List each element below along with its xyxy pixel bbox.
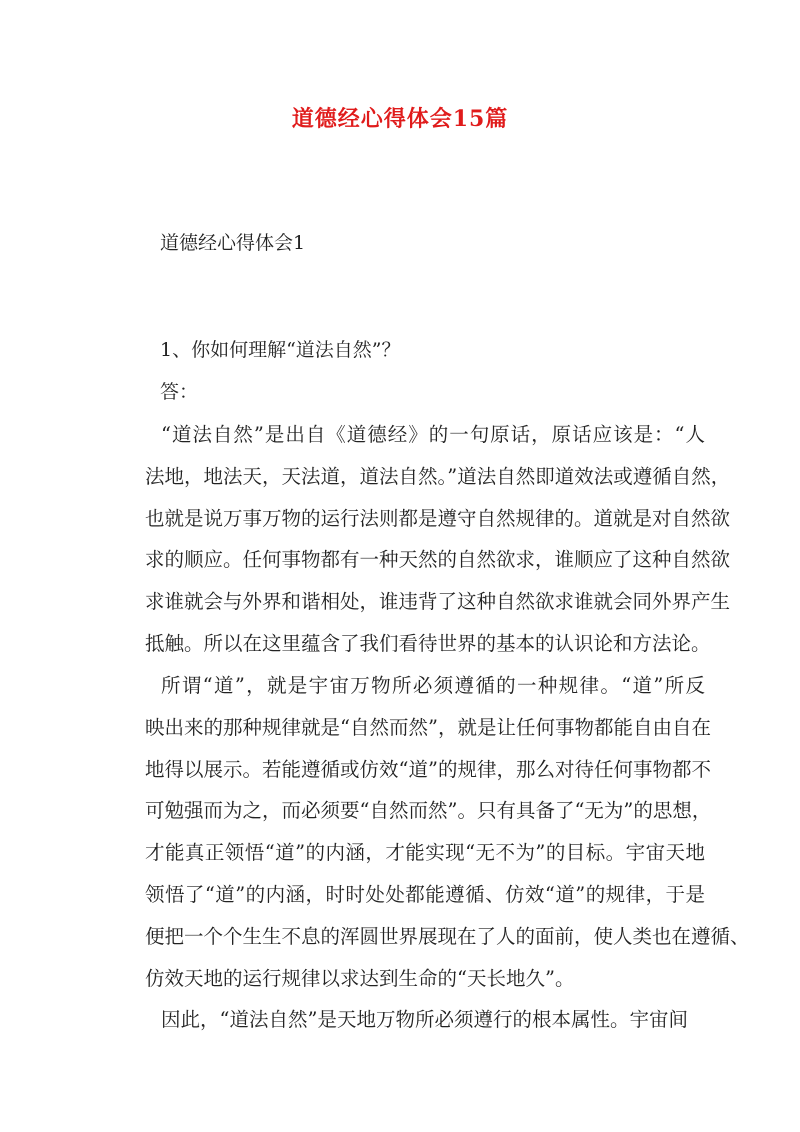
paragraph-line: 地得以展示。若能遵循或仿效“道”的规律，那么对待任何事物都不 — [145, 757, 711, 781]
paragraph-line: 可勉强而为之，而必须要“自然而然”。只有具备了“无为”的思想， — [145, 799, 712, 823]
question-text: 1、你如何理解“道法自然”？ — [160, 339, 401, 361]
paragraph-line: 仿效天地的运行规律以求达到生命的“天长地久”。 — [145, 966, 575, 990]
paragraph-line: 所谓“道”，就是宇宙万物所必须遵循的一种规律。“道”所反 — [161, 674, 705, 697]
paragraph-line: 便把一个个生生不息的浑圆世界展现在了人的面前，使人类也在遵循、 — [145, 924, 750, 948]
document-title: 道德经心得体会15篇 — [291, 106, 509, 132]
paragraph-line: 求谁就会与外界和谐相处，谁违背了这种自然欲求谁就会同外界产生 — [145, 590, 731, 614]
paragraph-line: “道法自然”是出自《道德经》的一句原话，原话应该是：“人 — [161, 423, 705, 446]
paragraph-line: 映出来的那种规律就是“自然而然”，就是让任何事物都能自由自在 — [145, 715, 711, 739]
paragraph-line: 抵触。所以在这里蕴含了我们看待世界的基本的认识论和方法论。 — [145, 631, 711, 655]
paragraph-line: 领悟了“道”的内涵，时时处处都能遵循、仿效“道”的规律，于是 — [145, 882, 705, 906]
paragraph-line: 因此，“道法自然”是天地万物所必须遵行的根本属性。宇宙间 — [161, 1008, 688, 1031]
paragraph — [145, 414, 731, 665]
paragraph — [145, 999, 705, 1041]
paragraph-line: 求的顺应。任何事物都有一种天然的自然欲求，谁顺应了这种自然欲 — [145, 548, 731, 572]
paragraph-line: 也就是说万事万物的运行法则都是遵守自然规律的。道就是对自然欲 — [145, 506, 731, 530]
section-heading: 道德经心得体会1 — [160, 232, 306, 254]
answer-label: 答： — [160, 381, 199, 403]
paragraph-line: 才能真正领悟“道”的内涵，才能实现“无不为”的目标。宇宙天地 — [145, 841, 705, 865]
paragraph — [145, 665, 750, 999]
paragraph-line: 法地，地法天，天法道，道法自然。”道法自然即道效法或遵循自然， — [145, 464, 731, 488]
